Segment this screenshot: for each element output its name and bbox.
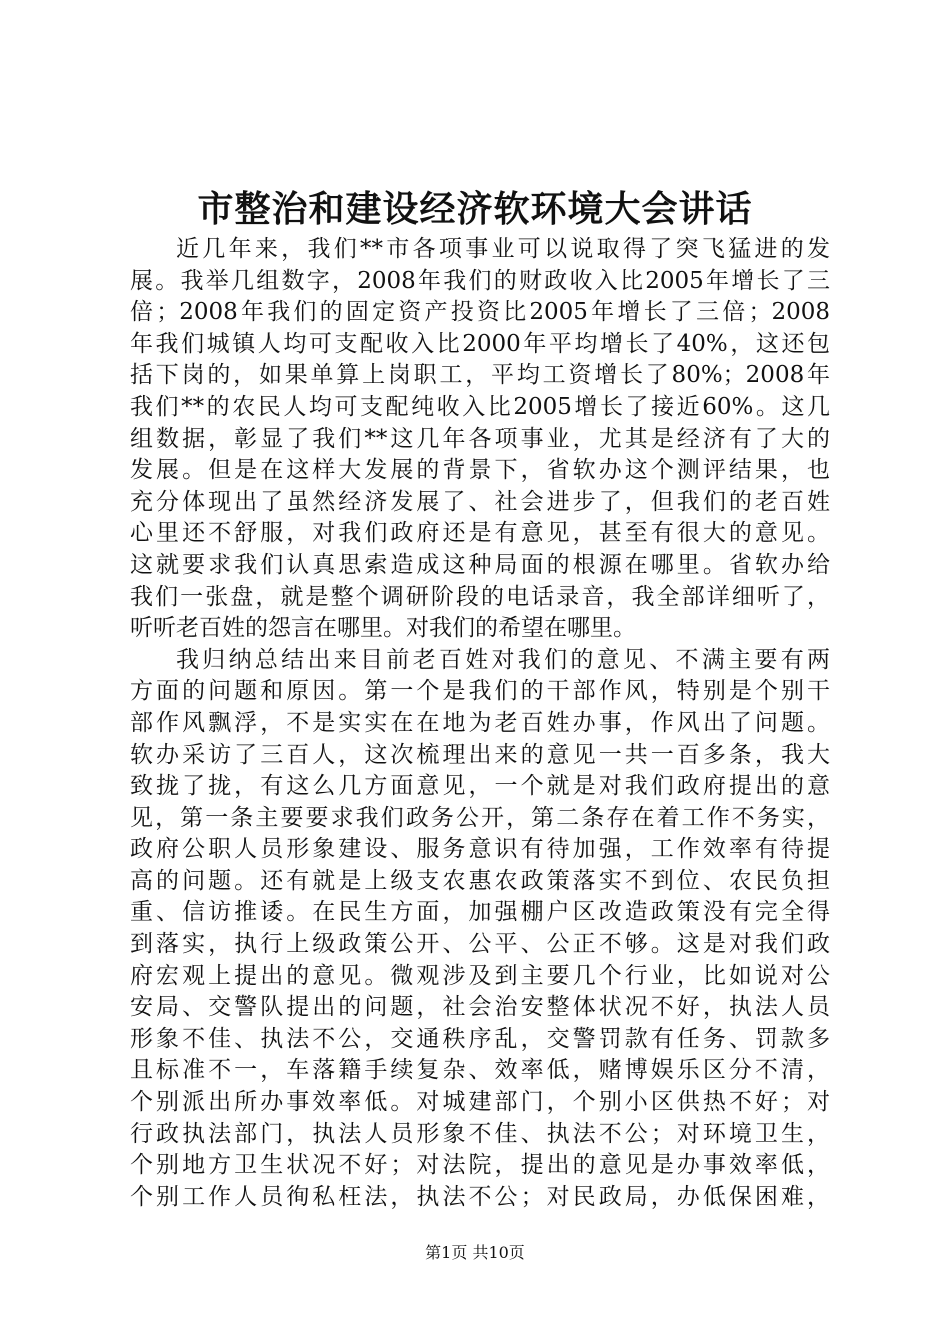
paragraph-2-line: 个别派出所办事效率低。对城建部门，个别小区供热不好；对 (130, 1089, 830, 1116)
page-number-footer: 第1页 共10页 (425, 1243, 525, 1262)
paragraph-2-line: 行政执法部门，执法人员形象不佳、执法不公；对环境卫生， (130, 1120, 830, 1147)
paragraph-2-line: 致拢了拢，有这么几方面意见，一个就是对我们政府提出的意 (130, 773, 830, 800)
document-body (130, 234, 830, 1213)
paragraph-1-line: 这就要求我们认真思索造成这种局面的根源在哪里。省软办给 (130, 551, 830, 578)
paragraph-2-line: 形象不佳、执法不公，交通秩序乱，交警罚款有任务、罚款多 (130, 1025, 830, 1052)
paragraph-2-line: 个别工作人员徇私枉法，执法不公；对民政局，办低保困难， (130, 1183, 830, 1210)
paragraph-2-line: 到落实，执行上级政策公开、公平、公正不够。这是对我们政 (130, 931, 830, 958)
paragraph-1-line: 组数据，彰显了我们**这几年各项事业，尤其是经济有了大的 (130, 425, 830, 452)
paragraph-1-line: 展。我举几组数字，2008年我们的财政收入比2005年增长了三 (130, 267, 830, 294)
paragraph-2-line: 府宏观上提出的意见。微观涉及到主要几个行业，比如说对公 (130, 962, 830, 989)
paragraph-2-line: 个别地方卫生状况不好；对法院，提出的意见是办事效率低， (130, 1152, 830, 1179)
paragraph-1-line: 我们**的农民人均可支配纯收入比2005增长了接近60%。这几 (130, 393, 830, 420)
paragraph-1-line: 听听老百姓的怨言在哪里。对我们的希望在哪里。 (130, 615, 636, 642)
paragraph-2-line: 软办采访了三百人，这次梳理出来的意见一共一百多条，我大 (130, 741, 830, 768)
paragraph-1-line: 充分体现出了虽然经济发展了、社会进步了，但我们的老百姓 (130, 488, 830, 515)
page-title: 市整治和建设经济软环境大会讲话 (197, 188, 753, 230)
paragraph-1-line: 倍；2008年我们的固定资产投资比2005年增长了三倍；2008 (130, 299, 830, 326)
paragraph-2-line: 重、信访推诿。在民生方面，加强棚户区改造政策没有完全得 (130, 899, 830, 926)
paragraph-2-line: 政府公职人员形象建设、服务意识有待加强，工作效率有待提 (130, 836, 830, 863)
paragraph-2-line: 方面的问题和原因。第一个是我们的干部作风，特别是个别干 (130, 678, 830, 705)
paragraph-1-line: 括下岗的，如果单算上岗职工，平均工资增长了80%；2008年 (130, 362, 830, 389)
paragraph-2-line: 我归纳总结出来目前老百姓对我们的意见、不满主要有两 (176, 646, 830, 673)
paragraph-2-line: 部作风飘浮，不是实实在在地为老百姓办事，作风出了问题。 (130, 709, 830, 736)
paragraph-2-line: 高的问题。还有就是上级支农惠农政策落实不到位、农民负担 (130, 867, 830, 894)
paragraph-1-line: 发展。但是在这样大发展的背景下，省软办这个测评结果，也 (130, 457, 830, 484)
paragraph-2-line: 且标准不一，车落籍手续复杂、效率低，赌博娱乐区分不清， (130, 1057, 830, 1084)
paragraph-1-line: 近几年来，我们**市各项事业可以说取得了突飞猛进的发 (176, 236, 830, 262)
paragraph-1-line: 心里还不舒服，对我们政府还是有意见，甚至有很大的意见。 (130, 520, 830, 547)
paragraph-2-line: 见，第一条主要要求我们政务公开，第二条存在着工作不务实， (130, 804, 830, 831)
paragraph-2-line: 安局、交警队提出的问题，社会治安整体状况不好，执法人员 (130, 994, 830, 1021)
paragraph-1-line: 我们一张盘，就是整个调研阶段的电话录音，我全部详细听了， (130, 583, 830, 610)
paragraph-1-line: 年我们城镇人均可支配收入比2000年平均增长了40%，这还包 (130, 330, 830, 357)
